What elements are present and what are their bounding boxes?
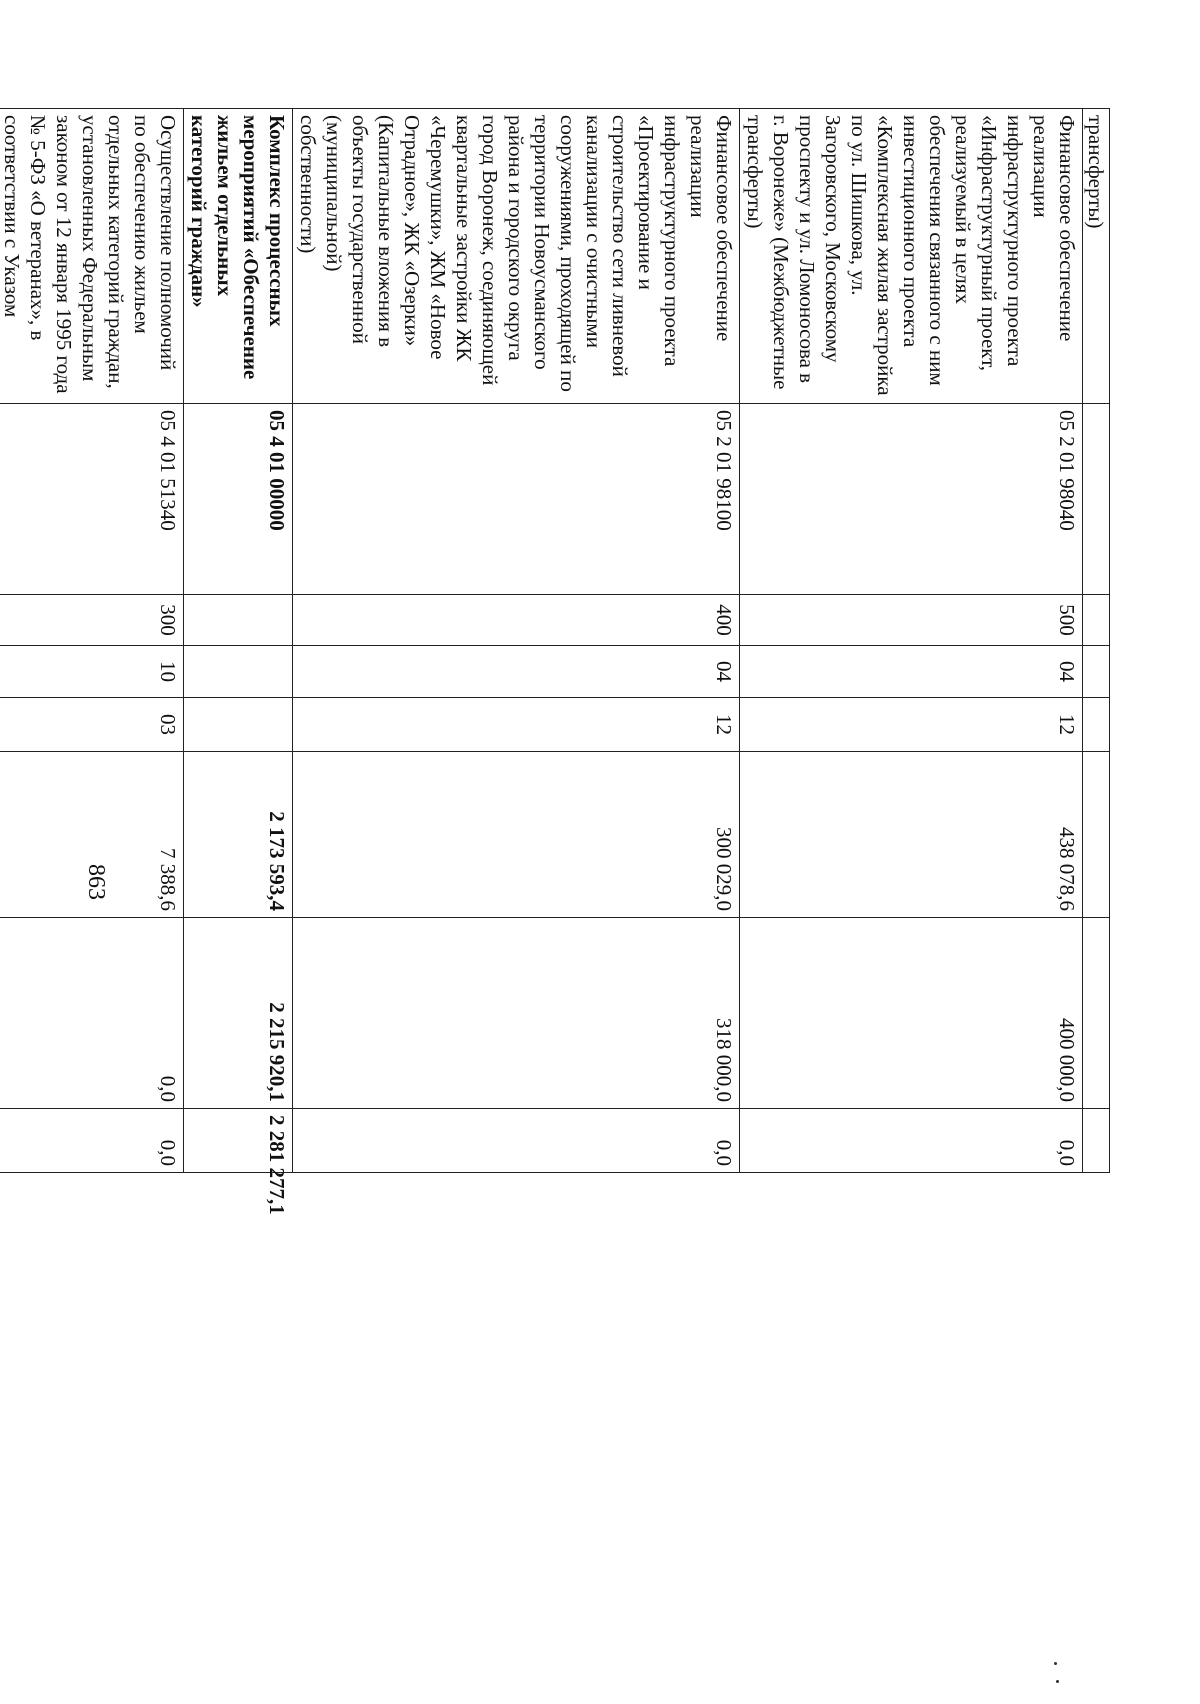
table-row [0,109,184,1173]
row-vr: 500 [740,595,1083,646]
row-amount-2: 2 215 920,1 [184,918,293,1109]
row-amount-3: 0,0 [740,1109,1083,1173]
table-row [293,109,740,1173]
row-code: 05 2 01 98100 [293,404,740,595]
continuation-cell: трансферты) [1083,109,1110,404]
row-vr: 300 [0,595,184,646]
row-vr: 400 [293,595,740,646]
row-code: 05 4 01 51340 [0,404,184,595]
row-rz [184,646,293,698]
row-code: 05 2 01 98040 [740,404,1083,595]
row-amount-1: 2 173 593,4 [184,752,293,918]
table-row [740,109,1083,1173]
row-amount-1: 300 029,0 [293,752,740,918]
row-amount-3: 0,0 [0,1109,184,1173]
row-description: Финансовое обеспечение реализации инфраструктурного проекта «Проектирование и строительство сети ливневой канализации с очистными сооружениями, проходящей по территории Новоусманского района и городского округа город Воронеж, соединяющей квартальные застройки ЖК «Черемушки», ЖМ «Новое Отрадное», ЖК «Озерки» (Капитальные вложения в объекты государственной (муниципальной) собственности) [293,109,740,404]
row-amount-1: 7 388,6 [0,752,184,918]
row-rz: 10 [0,646,184,698]
row-pr: 12 [740,698,1083,752]
row-vr [184,595,293,646]
row-amount-2: 0,0 [0,918,184,1109]
table-row-continuation [1083,109,1110,1173]
row-description: Финансовое обеспечение реализации инфраструктурного проекта «Инфраструктурный проект, реализуемый в целях обеспечения связанного с ним инвестиционного проекта «Комплексная жилая застройка по ул. Шишкова, ул. Загоровского, Московскому проспекту и ул. Ломоносова в г. Воронеже» (Межбюджетные трансферты) [740,109,1083,404]
row-rz: 04 [293,646,740,698]
row-rz: 04 [740,646,1083,698]
table-row-subtotal [184,109,293,1173]
page-number: 863 [83,864,109,900]
row-code: 05 4 01 00000 [184,404,293,595]
row-amount-3: 0,0 [293,1109,740,1173]
row-amount-2: 318 000,0 [293,918,740,1109]
row-pr [184,698,293,752]
row-pr: 12 [293,698,740,752]
row-description: Комплекс процессных мероприятий «Обеспечение жильем отдельных категорий граждан» [184,109,293,404]
row-pr: 03 [0,698,184,752]
row-amount-3: 2 281 277,1 [184,1109,293,1173]
row-amount-1: 438 078,6 [740,752,1083,918]
budget-table [0,108,1110,1215]
row-description: Осуществление полномочий по обеспечению жильем отдельных категорий граждан, установленных Федеральным законом от 12 января 1995 года № 5-ФЗ «О ветеранах», в соответствии с Указом [0,109,184,404]
scan-specks [1050,1660,1062,1690]
row-amount-2: 400 000,0 [740,918,1083,1109]
